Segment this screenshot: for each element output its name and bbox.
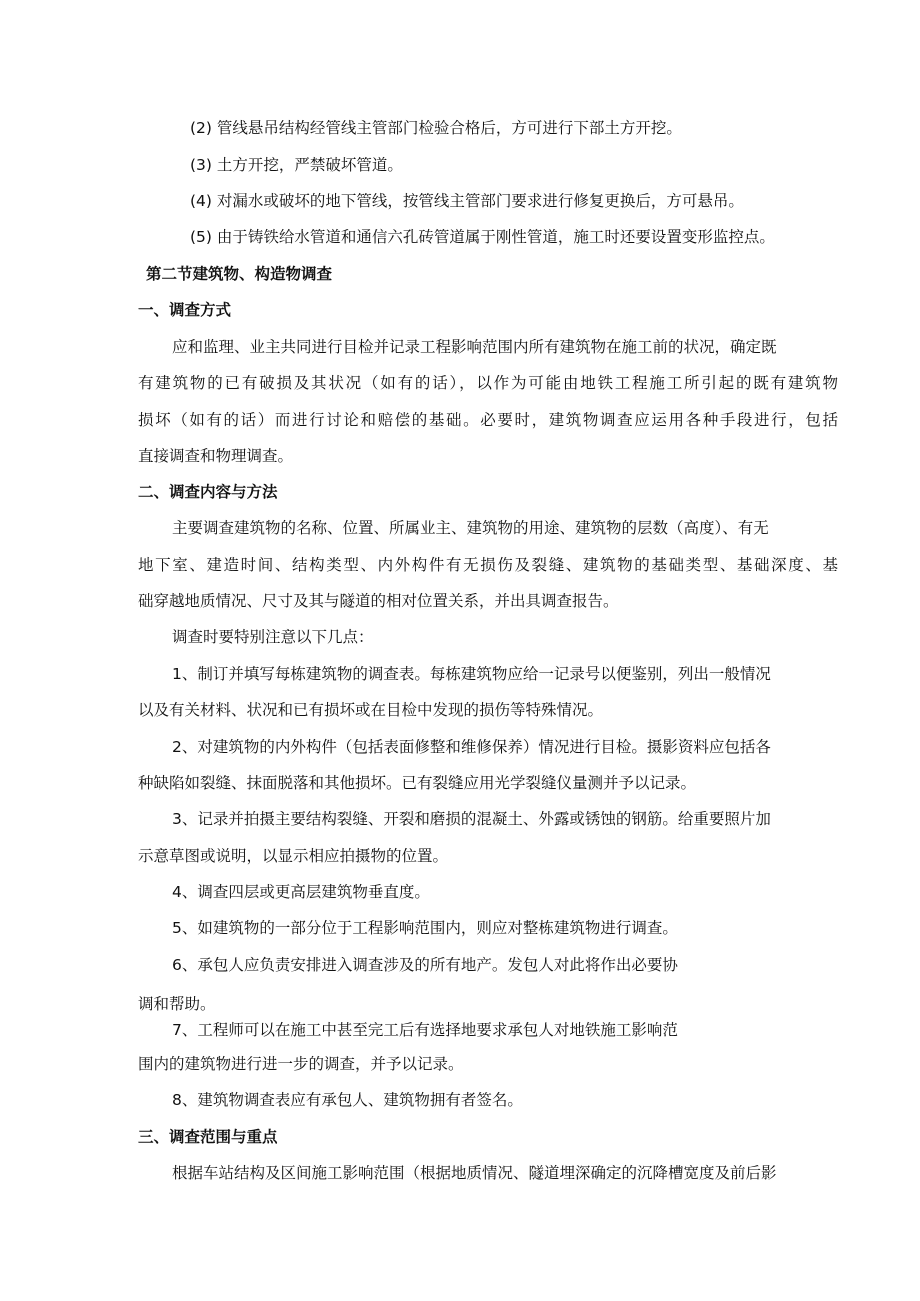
numbered-item: 6、承包人应负责安排进入调查涉及的所有地产。发包人对此将作出必要协 [172, 956, 678, 974]
list-item: (2) 管线悬吊结构经管线主管部门检验合格后，方可进行下部土方开挖。 [190, 119, 682, 137]
paragraph-line: 应和监理、业主共同进行目检并记录工程影响范围内所有建筑物在施工前的状况，确定既 [172, 338, 777, 356]
numbered-item: 5、如建筑物的一部分位于工程影响范围内，则应对整栋建筑物进行调查。 [172, 919, 678, 937]
paragraph-line: 础穿越地质情况、尺寸及其与隧道的相对位置关系，并出具调查报告。 [138, 592, 619, 610]
numbered-item: 2、对建筑物的内外构件（包括表面修整和维修保养）情况进行目检。摄影资料应包括各 [172, 738, 771, 756]
paragraph-line: 地下室、建造时间、结构类型、内外构件有无损伤及裂缝、建筑物的基础类型、基础深度、基 [138, 556, 838, 574]
paragraph-line: 直接调查和物理调查。 [138, 447, 294, 465]
numbered-item: 7、工程师可以在施工中甚至完工后有选择地要求承包人对地铁施工影响范 [172, 1021, 678, 1039]
section-title: 第二节建筑物、构造物调查 [146, 265, 333, 283]
heading-survey-scope: 三、调查范围与重点 [138, 1128, 278, 1146]
numbered-item: 4、调查四层或更高层建筑物垂直度。 [172, 883, 430, 901]
numbered-item: 8、建筑物调查表应有承包人、建筑物拥有者签名。 [172, 1091, 523, 1109]
numbered-item-continuation: 调和帮助。 [138, 995, 216, 1013]
paragraph-line: 调查时要特别注意以下几点： [172, 628, 374, 646]
heading-survey-content: 二、调查内容与方法 [138, 483, 278, 501]
paragraph-line: 根据车站结构及区间施工影响范围（根据地质情况、隧道埋深确定的沉降槽宽度及前后影 [172, 1164, 777, 1182]
list-item: (4) 对漏水或破坏的地下管线，按管线主管部门要求进行修复更换后，方可悬吊。 [190, 192, 744, 210]
numbered-item: 1、制订并填写每栋建筑物的调查表。每栋建筑物应给一记录号以便鉴别，列出一般情况 [172, 665, 771, 683]
paragraph-line: 有建筑物的已有破损及其状况（如有的话），以作为可能由地铁工程施工所引起的既有建筑物 [138, 374, 838, 392]
numbered-item: 3、记录并拍摄主要结构裂缝、开裂和磨损的混凝土、外露或锈蚀的钢筋。给重要照片加 [172, 810, 771, 828]
heading-survey-method: 一、调查方式 [138, 301, 232, 319]
paragraph-line: 损坏（如有的话）而进行讨论和赔偿的基础。必要时，建筑物调查应运用各种手段进行，包括 [138, 411, 838, 429]
paragraph-line: 主要调查建筑物的名称、位置、所属业主、建筑物的用途、建筑物的层数（高度）、有无 [172, 519, 769, 537]
numbered-item-continuation: 示意草图或说明，以显示相应拍摄物的位置。 [138, 847, 449, 865]
list-item: (3) 土方开挖，严禁破坏管道。 [190, 156, 403, 174]
list-item: (5) 由于铸铁给水管道和通信六孔砖管道属于刚性管道，施工时还要设置变形监控点。 [190, 228, 775, 246]
numbered-item-continuation: 围内的建筑物进行进一步的调查，并予以记录。 [138, 1055, 464, 1073]
numbered-item-continuation: 以及有关材料、状况和已有损坏或在目检中发现的损伤等特殊情况。 [138, 701, 604, 719]
numbered-item-continuation: 种缺陷如裂缝、抹面脱落和其他损坏。已有裂缝应用光学裂缝仪量测并予以记录。 [138, 774, 697, 792]
